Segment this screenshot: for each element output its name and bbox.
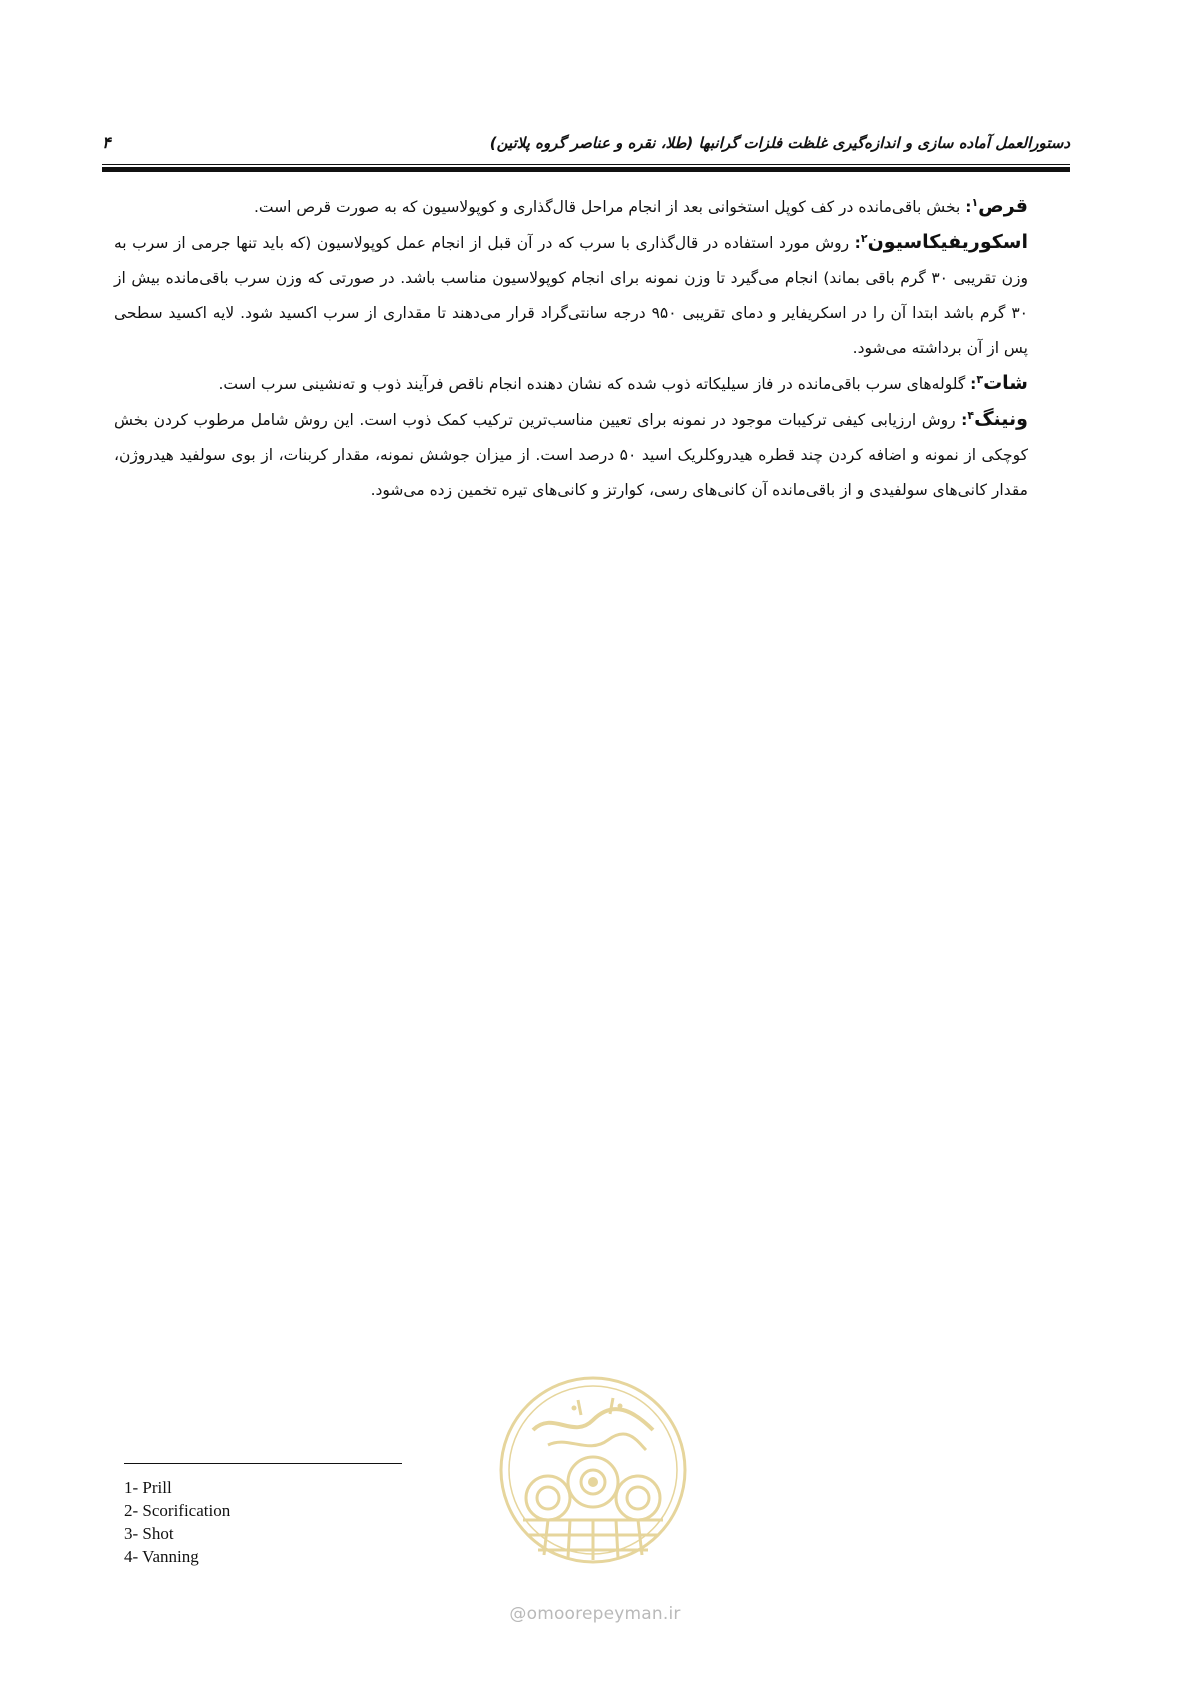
- term-scorification: اسکوریفیکاسیون: [867, 231, 1028, 253]
- definition-paragraph-vanning: [114, 402, 1028, 508]
- definition-text-shot: گلوله‌های سرب باقی‌مانده در فاز سیلیکاته ذوب شده که نشان دهنده انجام ناقص فرآیند ذوب و ته‌نشینی سرب است.: [218, 375, 971, 393]
- term-colon: :: [854, 234, 861, 252]
- footnote-rule: [124, 1463, 402, 1464]
- footnote-marker-1: ۱: [971, 195, 979, 209]
- header-title: دستورالعمل آماده سازی و اندازه‌گیری غلظت فلزات گرانبها (طلا، نقره و عناصر گروه پلاتین): [489, 134, 1070, 152]
- term-colon: :: [961, 411, 968, 429]
- footnote-2: 2- Scorification: [124, 1501, 231, 1520]
- definition-paragraph-shot: [114, 366, 1028, 402]
- definition-text-prill: بخش باقی‌مانده در کف کوپل استخوانی بعد از انجام مراحل قال‌گذاری و کوپولاسیون که به صورت قرص است.: [253, 198, 966, 216]
- definition-text-scorification: روش مورد استفاده در قال‌گذاری با سرب که در آن قبل از انجام عمل کوپولاسیون (که باید تنها جرمی از سرب به وزن تقریبی ۳۰ گرم باقی بماند) انجام می‌گیرد تا وزن نمونه برای انجام کوپولاسیون مناسب باشد. در صورتی که وزن سرب باقی‌مانده بیش از ۳۰ گرم باشد ابتدا آن را در اسکریفایر و دمای تقریبی ۹۵۰ درجه سانتی‌گراد قرار می‌دهند تا مقداری از سرب اکسید شود. لایه اکسید سطحی پس از آن برداشته می‌شود.: [114, 234, 1028, 357]
- header-rule-thick: [102, 167, 1070, 172]
- header-rule: [102, 164, 1070, 172]
- footnote-4: 4- Vanning: [124, 1547, 199, 1566]
- definition-paragraph-prill: [114, 189, 1028, 225]
- footnotes: [124, 1476, 484, 1568]
- header-rule-thin: [102, 164, 1070, 165]
- watermark-logo-icon: [478, 1370, 708, 1570]
- footnote-marker-2: ۲: [860, 231, 868, 245]
- body-text: [114, 189, 1028, 508]
- page-number: ۴: [102, 133, 111, 152]
- definition-text-vanning: روش ارزیابی کیفی ترکیبات موجود در نمونه برای تعیین مناسب‌ترین ترکیب کمک ذوب است. این روش شامل مرطوب کردن بخش کوچکی از نمونه و اضافه کردن چند قطره هیدروکلریک اسید ۵۰ درصد است. از میزان جوشش نمونه، مقدار کربنات، از بوی سولفید هیدروژن، مقدار کانی‌های سولفیدی و از باقی‌مانده آن کانی‌های رسی، کوارتز و کانی‌های تیره تخمین زده می‌شود.: [114, 411, 1028, 499]
- term-prill: قرص: [978, 195, 1028, 217]
- term-vanning: ونینگ: [974, 408, 1028, 430]
- watermark-url: @omoorepeyman.ir: [509, 1604, 681, 1624]
- page-header: [102, 128, 1070, 158]
- term-colon: :: [965, 198, 972, 216]
- term-shot: شات: [983, 372, 1028, 394]
- term-colon: :: [970, 375, 977, 393]
- footnote-3: 3- Shot: [124, 1524, 174, 1543]
- definition-paragraph-scorification: [114, 225, 1028, 366]
- footnote-1: 1- Prill: [124, 1478, 172, 1497]
- footnote-marker-4: ۴: [967, 408, 975, 422]
- footnote-marker-3: ۳: [976, 372, 984, 386]
